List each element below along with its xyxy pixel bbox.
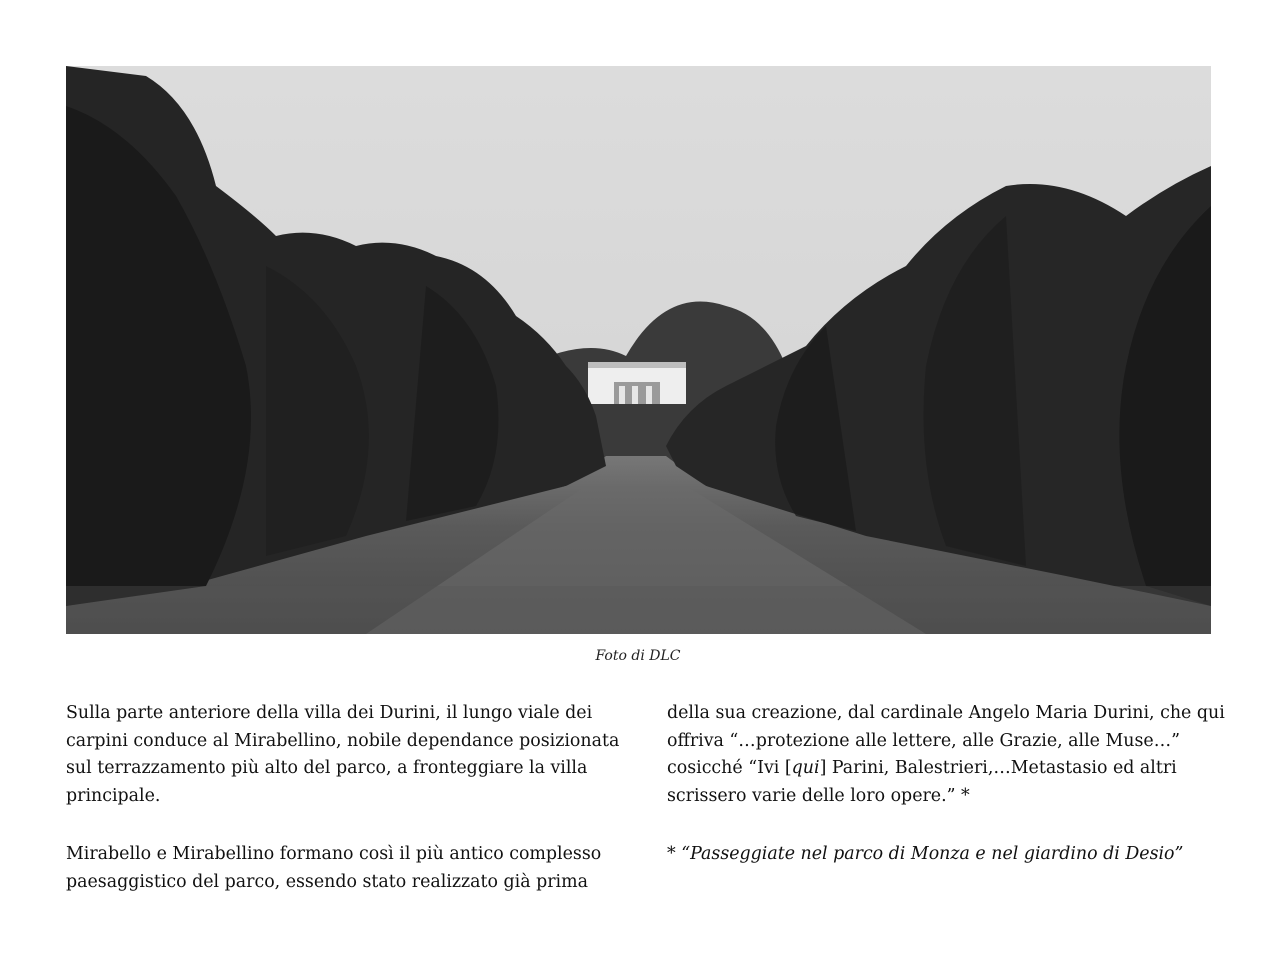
- paragraph-italic-word: qui: [791, 758, 820, 778]
- text-column-right: [667, 700, 1227, 869]
- paragraph-text: ] Parini, Balestrieri,…Metastasio ed altri scrissero varie delle loro opere.” *: [667, 758, 1177, 806]
- photo-caption: Foto di DLC: [595, 648, 681, 664]
- paragraph: Mirabello e Mirabellino formano così il più antico complesso paesaggistico del parco, essendo stato realizzato già prima: [66, 844, 602, 892]
- paragraph: [667, 700, 1227, 810]
- paragraph: Sulla parte anteriore della villa dei Durini, il lungo viale dei carpini conduce al Mirabellino, nobile dependance posizionata sul terrazzamento più alto del parco, a fronteggiare la villa principale.: [66, 703, 620, 806]
- footnote: * “Passeggiate nel parco di Monza e nel giardino di Desio”: [667, 844, 1184, 864]
- photograph-hornbeam-avenue: [66, 66, 1211, 634]
- paragraph-text: della sua creazione, dal cardinale Angelo Maria Durini, che qui offriva “…protezione alle lettere, alle Grazie, alle Muse…” cosicché “Ivi [: [667, 703, 1225, 778]
- text-column-left: [66, 700, 626, 896]
- photo-image: [66, 66, 1211, 634]
